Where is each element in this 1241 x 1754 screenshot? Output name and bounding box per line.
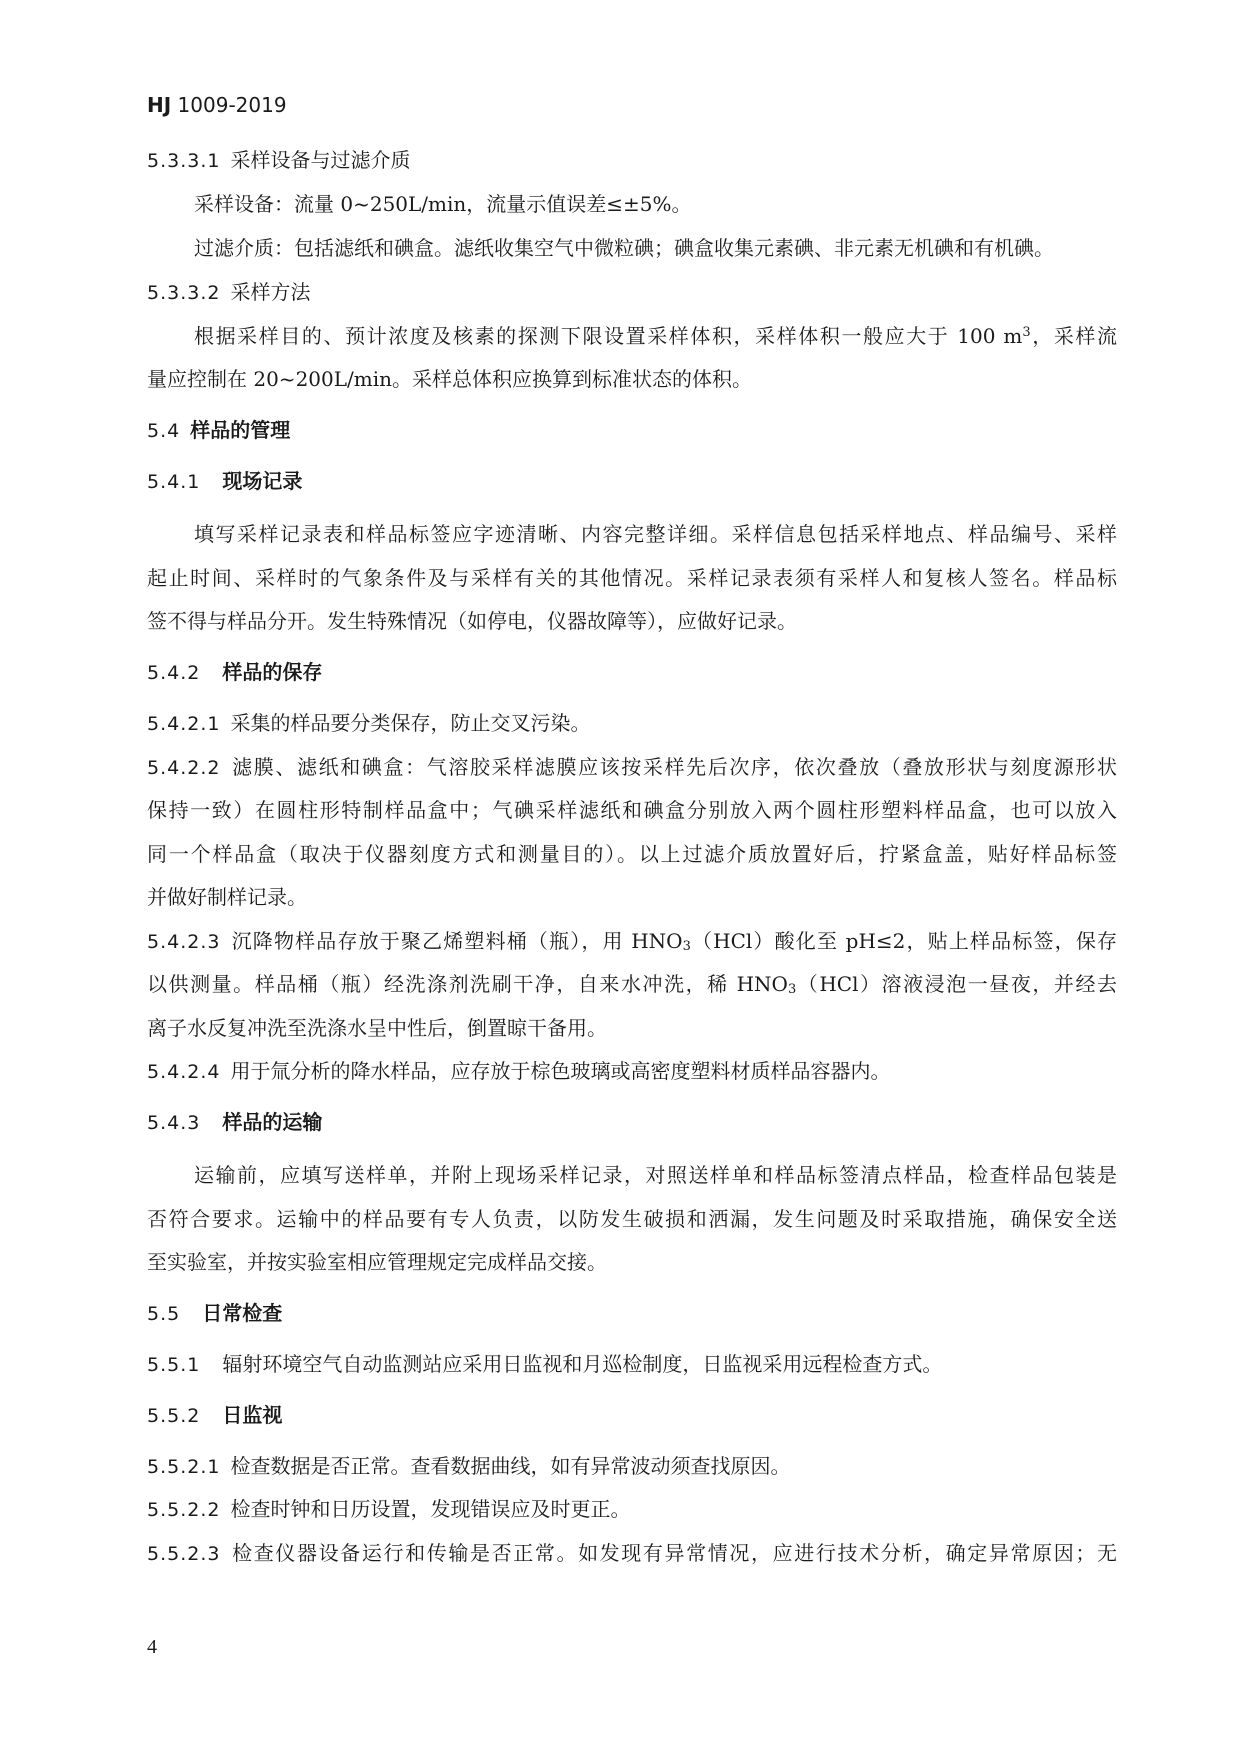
paragraph-line: 同一个样品盒（取决于仪器刻度方式和测量目的）。以上过滤介质放置好后，拧紧盒盖，贴好样品标签 [147, 842, 1117, 866]
paragraph: 过滤介质：包括滤纸和碘盒。滤纸收集空气中微粒碘；碘盒收集元素碘、非元素无机碘和有机碘。 [194, 236, 1054, 260]
clause-text: 辐射环境空气自动监测站应采用日监视和月巡检制度，日监视采用远程检查方式。 [222, 1352, 943, 1376]
clause-number: 5.4.2.1 [147, 713, 221, 735]
clause-5422 [147, 750, 1117, 784]
clause-5424 [147, 1054, 1117, 1088]
clause-5332-heading [147, 275, 1117, 309]
clause-text: 采集的样品要分类保存，防止交叉污染。 [230, 711, 591, 735]
paragraph-line: 填写采样记录表和样品标签应字迹清晰、内容完整详细。采样信息包括采样地点、样品编号、采样 [194, 522, 1117, 546]
clause-text: 检查数据是否正常。查看数据曲线，如有异常波动须查找原因。 [230, 1454, 791, 1478]
section-title: 日常检查 [202, 1301, 283, 1325]
clause-number: 5.5.2.1 [147, 1456, 221, 1478]
clause-5521 [147, 1449, 1117, 1483]
text-run: （HCl）溶液浸泡一昼夜，并经去 [796, 972, 1118, 996]
paragraph-line: 运输前，应填写送样单，并附上现场采样记录，对照送样单和样品标签清点样品，检查样品包装是 [194, 1163, 1117, 1187]
section-title: 样品的保存 [222, 660, 323, 684]
clause-text: 用于氚分析的降水样品，应存放于棕色玻璃或高密度塑料材质样品容器内。 [230, 1059, 891, 1083]
section-title: 现场记录 [222, 469, 303, 493]
clause-number: 5.3.3.1 [147, 150, 221, 172]
paragraph-line: 离子水反复冲洗至洗涤水呈中性后，倒置晾干备用。 [147, 1016, 607, 1040]
paragraph-line: 起止时间、采样时的气象条件及与采样有关的其他情况。采样记录表须有采样人和复核人签名。样品标 [147, 566, 1117, 590]
subscript: 3 [787, 982, 797, 997]
clause-number: 5.5.1 [147, 1354, 201, 1376]
text-run: ，采样流 [1030, 324, 1117, 348]
standard-code-prefix: HJ [147, 93, 172, 117]
paragraph-line [147, 967, 1117, 1001]
clause-title: 采样设备与过滤介质 [230, 148, 411, 172]
clause-551 [147, 1347, 1117, 1381]
standard-code-header [147, 93, 287, 117]
paragraph: 采样设备：流量 0~250L/min，流量示值误差≤±5%。 [194, 192, 692, 216]
page-number: 4 [147, 1636, 157, 1658]
paragraph-line: 签不得与样品分开。发生特殊情况（如停电，仪器故障等），应做好记录。 [147, 609, 797, 633]
clause-text: 滤膜、滤纸和碘盒：气溶胶采样滤膜应该按采样先后次序，依次叠放（叠放形状与刻度源形状 [230, 755, 1117, 779]
text-run: 沉降物样品存放于聚乙烯塑料桶（瓶），用 HNO [230, 929, 683, 953]
section-number: 5.5.2 [147, 1405, 201, 1427]
paragraph-line: 至实验室，并按实验室相应管理规定完成样品交接。 [147, 1250, 607, 1274]
section-number: 5.4.2 [147, 662, 201, 684]
clause-number: 5.3.3.2 [147, 282, 221, 304]
section-title: 日监视 [222, 1403, 283, 1427]
text-run: （HCl）酸化至 pH≤2，贴上样品标签，保存 [690, 929, 1117, 953]
paragraph-line [194, 319, 1117, 353]
paragraph-line: 否符合要求。运输中的样品要有专人负责，以防发生破损和洒漏，发生问题及时采取措施，确保安全送 [147, 1207, 1117, 1231]
section-title: 样品的运输 [222, 1110, 323, 1134]
section-title: 样品的管理 [190, 418, 291, 442]
section-number: 5.4.3 [147, 1112, 201, 1134]
clause-5331-heading [147, 143, 1117, 177]
clause-number: 5.5.2.2 [147, 1499, 221, 1521]
superscript: 3 [1022, 325, 1031, 340]
clause-number: 5.4.2.3 [147, 931, 221, 953]
clause-text: 检查时钟和日历设置，发现错误应及时更正。 [230, 1497, 631, 1521]
clause-5522 [147, 1492, 1117, 1526]
clause-title: 采样方法 [230, 280, 311, 304]
standard-code-number: 1009-2019 [171, 93, 287, 117]
clause-number: 5.4.2.2 [147, 757, 221, 779]
section-number: 5.5 [147, 1303, 181, 1325]
paragraph-line: 保持一致）在圆柱形特制样品盒中；气碘采样滤纸和碘盒分别放入两个圆柱形塑料样品盒，也可以放入 [147, 798, 1117, 822]
section-552-heading [147, 1398, 1117, 1432]
clause-5523 [147, 1536, 1117, 1570]
section-542-heading [147, 655, 1117, 689]
clause-number: 5.5.2.3 [147, 1543, 221, 1565]
text-run: 以供测量。样品桶（瓶）经洗涤剂洗刷干净，自来水冲洗，稀 HNO [147, 972, 788, 996]
clause-text: 检查仪器设备运行和传输是否正常。如发现有异常情况，应进行技术分析，确定异常原因；无 [230, 1541, 1117, 1565]
clause-number: 5.4.2.4 [147, 1061, 221, 1083]
text-run: 根据采样目的、预计浓度及核素的探测下限设置采样体积，采样体积一般应大于 100 m [194, 324, 1023, 348]
paragraph-line: 并做好制样记录。 [147, 885, 307, 909]
clause-5421 [147, 706, 1117, 740]
section-541-heading [147, 464, 1117, 498]
clause-5423 [147, 924, 1117, 958]
subscript: 3 [682, 939, 691, 954]
paragraph-line: 量应控制在 20~200L/min。采样总体积应换算到标准状态的体积。 [147, 367, 752, 391]
section-55-heading [147, 1296, 1117, 1330]
section-543-heading [147, 1105, 1117, 1139]
section-number: 5.4.1 [147, 471, 201, 493]
section-number: 5.4 [147, 420, 181, 442]
section-54-heading [147, 413, 1117, 447]
